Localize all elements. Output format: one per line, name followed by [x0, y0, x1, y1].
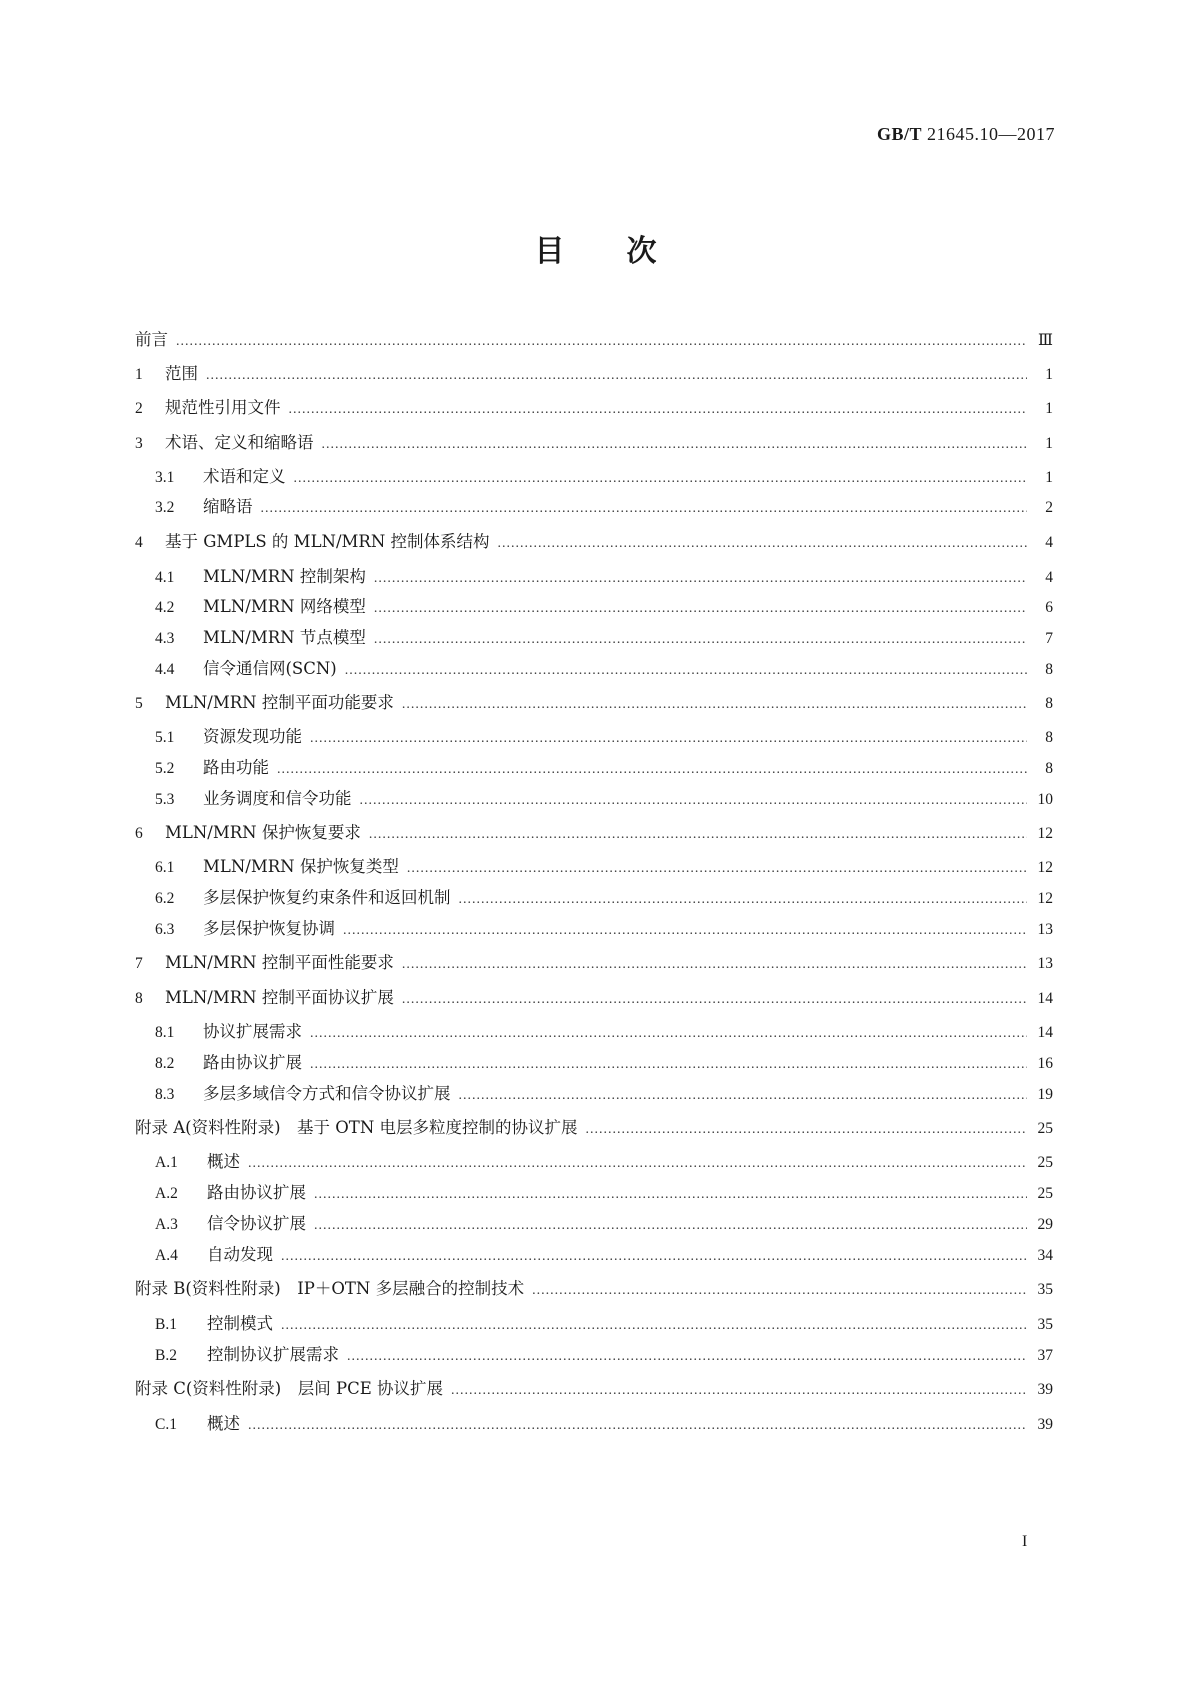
toc-entry-page: 25 — [1037, 1154, 1053, 1171]
toc-entry-page: 35 — [1037, 1316, 1053, 1333]
toc-leader-dots — [343, 921, 1027, 941]
toc-entry[interactable] — [135, 433, 1053, 455]
toc-entry[interactable] — [135, 1022, 1053, 1044]
toc-entry-number: 4.4 — [155, 661, 175, 678]
toc-entry-page: Ⅲ — [1038, 332, 1053, 349]
toc-entry-label: MLN/MRN 节点模型 — [203, 628, 366, 647]
toc-entry-number: A.1 — [155, 1154, 178, 1171]
toc-entry[interactable] — [135, 1183, 1053, 1205]
toc-entry-label: 术语、定义和缩略语 — [165, 433, 314, 452]
toc-entry-label: 信令协议扩展 — [207, 1214, 306, 1233]
toc-entry-label: 多层多域信令方式和信令协议扩展 — [203, 1084, 451, 1103]
toc-entry-label: 附录 B(资料性附录) IP＋OTN 多层融合的控制技术 — [135, 1279, 525, 1298]
toc-entry-page: 13 — [1037, 921, 1053, 938]
toc-entry-page: 12 — [1037, 825, 1053, 842]
toc-entry-label: 路由功能 — [203, 758, 269, 777]
toc-entry-number: 8.1 — [155, 1024, 175, 1041]
standard-code: GB/T — [876, 124, 922, 144]
toc-entry-label: 控制模式 — [207, 1314, 273, 1333]
toc-leader-dots — [374, 599, 1027, 619]
toc-entry[interactable] — [135, 953, 1053, 975]
toc-entry-label: 多层保护恢复约束条件和返回机制 — [203, 888, 451, 907]
toc-entry-label: 附录 A(资料性附录) 基于 OTN 电层多粒度控制的协议扩展 — [135, 1118, 578, 1137]
toc-leader-dots — [294, 469, 1028, 489]
toc-entry-number: 8.2 — [155, 1055, 175, 1072]
toc-entry-page: 14 — [1037, 1024, 1053, 1041]
toc-entry[interactable] — [135, 1414, 1053, 1436]
toc-entry-page: 1 — [1045, 400, 1053, 417]
toc-entry-number: 8 — [135, 990, 143, 1007]
toc-entry-label: 路由协议扩展 — [203, 1053, 302, 1072]
toc-entry-page: 1 — [1045, 469, 1053, 486]
toc-leader-dots — [206, 366, 1027, 386]
toc-entry-label: 资源发现功能 — [203, 727, 302, 746]
toc-leader-dots — [261, 499, 1028, 519]
toc-entry-label: 业务调度和信令功能 — [203, 789, 352, 808]
toc-entry-number: 4 — [135, 534, 143, 551]
toc-entry-number: 3 — [135, 435, 143, 452]
toc-leader-dots — [322, 435, 1028, 455]
toc-entry[interactable] — [135, 823, 1053, 845]
toc-entry-page: 8 — [1045, 760, 1053, 777]
toc-leader-dots — [369, 825, 1027, 845]
toc-leader-dots — [281, 1316, 1027, 1336]
toc-entry-page: 4 — [1045, 569, 1053, 586]
toc-entry-number: 5 — [135, 695, 143, 712]
page-number: I — [1022, 1533, 1028, 1550]
toc-leader-dots — [277, 760, 1027, 780]
toc-leader-dots — [360, 791, 1028, 811]
toc-entry[interactable] — [135, 1279, 1053, 1301]
toc-leader-dots — [310, 729, 1027, 749]
toc-leader-dots — [402, 990, 1027, 1010]
toc-entry-page: 10 — [1037, 791, 1053, 808]
toc-entry-page: 4 — [1045, 534, 1053, 551]
toc-entry-number: A.3 — [155, 1216, 178, 1233]
toc-entry-label: MLN/MRN 保护恢复要求 — [165, 823, 361, 842]
toc-entry[interactable] — [135, 1053, 1053, 1075]
toc-entry-label: MLN/MRN 控制架构 — [203, 567, 366, 586]
toc-entry-label: 术语和定义 — [203, 467, 286, 486]
toc-leader-dots — [374, 569, 1027, 589]
toc-leader-dots — [248, 1416, 1027, 1436]
toc-entry-number: A.4 — [155, 1247, 178, 1264]
toc-entry-page: 37 — [1037, 1347, 1053, 1364]
toc-entry-label: 概述 — [207, 1414, 240, 1433]
toc-entry[interactable] — [135, 597, 1053, 619]
toc-entry-label: 控制协议扩展需求 — [207, 1345, 339, 1364]
toc-leader-dots — [176, 332, 1027, 352]
toc-entry-label: 规范性引用文件 — [165, 398, 281, 417]
toc-entry-label: 附录 C(资料性附录) 层间 PCE 协议扩展 — [135, 1379, 444, 1398]
toc-entry-number: C.1 — [155, 1416, 177, 1433]
toc-leader-dots — [407, 859, 1027, 879]
toc-leader-dots — [281, 1247, 1027, 1267]
toc-entry-page: 14 — [1037, 990, 1053, 1007]
toc-entry-label: 范围 — [165, 364, 198, 383]
toc-entry-number: 1 — [135, 366, 143, 383]
toc-entry-label: MLN/MRN 控制平面性能要求 — [165, 953, 394, 972]
toc-entry-page: 12 — [1037, 890, 1053, 907]
toc-entry-label: 信令通信网(SCN) — [203, 659, 337, 678]
toc-leader-dots — [310, 1055, 1027, 1075]
standard-part: 21645.10—2017 — [927, 124, 1055, 144]
toc-leader-dots — [586, 1120, 1028, 1140]
toc-entry-page: 8 — [1045, 661, 1053, 678]
toc-entry-number: 4.1 — [155, 569, 175, 586]
toc-entry[interactable] — [135, 1314, 1053, 1336]
toc-entry[interactable] — [135, 758, 1053, 780]
toc-entry-page: 34 — [1037, 1247, 1053, 1264]
toc-entry-page: 35 — [1037, 1281, 1053, 1298]
toc-entry-label: 基于 GMPLS 的 MLN/MRN 控制体系结构 — [165, 532, 490, 551]
toc-entry-label: MLN/MRN 保护恢复类型 — [203, 857, 399, 876]
toc-entry-label: 多层保护恢复协调 — [203, 919, 335, 938]
toc-entry[interactable] — [135, 1118, 1053, 1140]
toc-entry-page: 8 — [1045, 729, 1053, 746]
toc-leader-dots — [451, 1381, 1027, 1401]
toc-entry-number: B.1 — [155, 1316, 177, 1333]
toc-entry-page: 6 — [1045, 599, 1053, 616]
toc-leader-dots — [345, 661, 1027, 681]
toc-entry-number: 5.3 — [155, 791, 175, 808]
toc-entry-number: 5.1 — [155, 729, 175, 746]
toc-entry[interactable] — [135, 727, 1053, 749]
toc-entry-number: 8.3 — [155, 1086, 175, 1103]
toc-entry[interactable] — [135, 497, 1053, 519]
toc-entry-page: 12 — [1037, 859, 1053, 876]
toc-entry[interactable] — [135, 330, 1053, 352]
toc-entry-page: 13 — [1037, 955, 1053, 972]
toc-entry-page: 7 — [1045, 630, 1053, 647]
toc-entry-label: MLN/MRN 控制平面协议扩展 — [165, 988, 394, 1007]
toc-entry[interactable] — [135, 1084, 1053, 1106]
toc-entry-page: 39 — [1037, 1416, 1053, 1433]
toc-entry[interactable] — [135, 1245, 1053, 1267]
toc-leader-dots — [347, 1347, 1027, 1367]
toc-entry-label: 路由协议扩展 — [207, 1183, 306, 1202]
toc-entry[interactable] — [135, 693, 1053, 715]
toc-entry-number: 3.2 — [155, 499, 175, 516]
toc-entry-label: 自动发现 — [207, 1245, 273, 1264]
toc-entry-label: 概述 — [207, 1152, 240, 1171]
toc-entry[interactable] — [135, 988, 1053, 1010]
toc-entry-page: 39 — [1037, 1381, 1053, 1398]
toc-leader-dots — [314, 1185, 1027, 1205]
toc-entry-number: 6 — [135, 825, 143, 842]
toc-entry-label: 缩略语 — [203, 497, 253, 516]
toc-entry[interactable] — [135, 532, 1053, 554]
toc-entry-page: 1 — [1045, 366, 1053, 383]
toc-leader-dots — [402, 955, 1027, 975]
toc-entry-page: 25 — [1037, 1120, 1053, 1137]
toc-entry-page: 1 — [1045, 435, 1053, 452]
toc-entry[interactable] — [135, 467, 1053, 489]
toc-entry-page: 29 — [1037, 1216, 1053, 1233]
standard-number — [877, 124, 1055, 145]
toc-entry-number: 2 — [135, 400, 143, 417]
toc-entry[interactable] — [135, 789, 1053, 811]
toc-entry-label: 前言 — [135, 330, 168, 349]
toc-entry-label: MLN/MRN 控制平面功能要求 — [165, 693, 394, 712]
toc-entry-number: 4.2 — [155, 599, 175, 616]
toc-entry-label: 协议扩展需求 — [203, 1022, 302, 1041]
toc-entry[interactable] — [135, 364, 1053, 386]
toc-leader-dots — [248, 1154, 1027, 1174]
toc-leader-dots — [532, 1281, 1027, 1301]
toc-entry-number: 6.2 — [155, 890, 175, 907]
toc-leader-dots — [289, 400, 1028, 420]
toc-entry[interactable] — [135, 1214, 1053, 1236]
toc-leader-dots — [402, 695, 1027, 715]
toc-leader-dots — [459, 1086, 1028, 1106]
page-title: 目次 — [534, 234, 719, 269]
toc-entry-number: 3.1 — [155, 469, 175, 486]
toc-entry-number: 6.1 — [155, 859, 175, 876]
toc-entry[interactable] — [135, 567, 1053, 589]
toc-entry[interactable] — [135, 1152, 1053, 1174]
toc-entry-page: 8 — [1045, 695, 1053, 712]
toc-entry[interactable] — [135, 628, 1053, 650]
toc-entry-number: 5.2 — [155, 760, 175, 777]
toc-entry-page: 2 — [1045, 499, 1053, 516]
toc-leader-dots — [459, 890, 1028, 910]
toc-leader-dots — [498, 534, 1027, 554]
toc-leader-dots — [374, 630, 1027, 650]
toc-entry[interactable] — [135, 1345, 1053, 1367]
toc-entry-label: MLN/MRN 网络模型 — [203, 597, 366, 616]
toc-entry-page: 25 — [1037, 1185, 1053, 1202]
toc-entry-page: 16 — [1037, 1055, 1053, 1072]
toc-leader-dots — [310, 1024, 1027, 1044]
toc-entry-number: B.2 — [155, 1347, 177, 1364]
toc-entry[interactable] — [135, 857, 1053, 879]
toc-entry[interactable] — [135, 1379, 1053, 1401]
toc-entry-number: 6.3 — [155, 921, 175, 938]
toc-entry[interactable] — [135, 398, 1053, 420]
toc-entry-number: 4.3 — [155, 630, 175, 647]
toc-entry[interactable] — [135, 659, 1053, 681]
toc-entry[interactable] — [135, 919, 1053, 941]
toc-leader-dots — [314, 1216, 1027, 1236]
toc-entry-number: A.2 — [155, 1185, 178, 1202]
toc-entry-number: 7 — [135, 955, 143, 972]
toc-entry[interactable] — [135, 888, 1053, 910]
toc-entry-page: 19 — [1037, 1086, 1053, 1103]
